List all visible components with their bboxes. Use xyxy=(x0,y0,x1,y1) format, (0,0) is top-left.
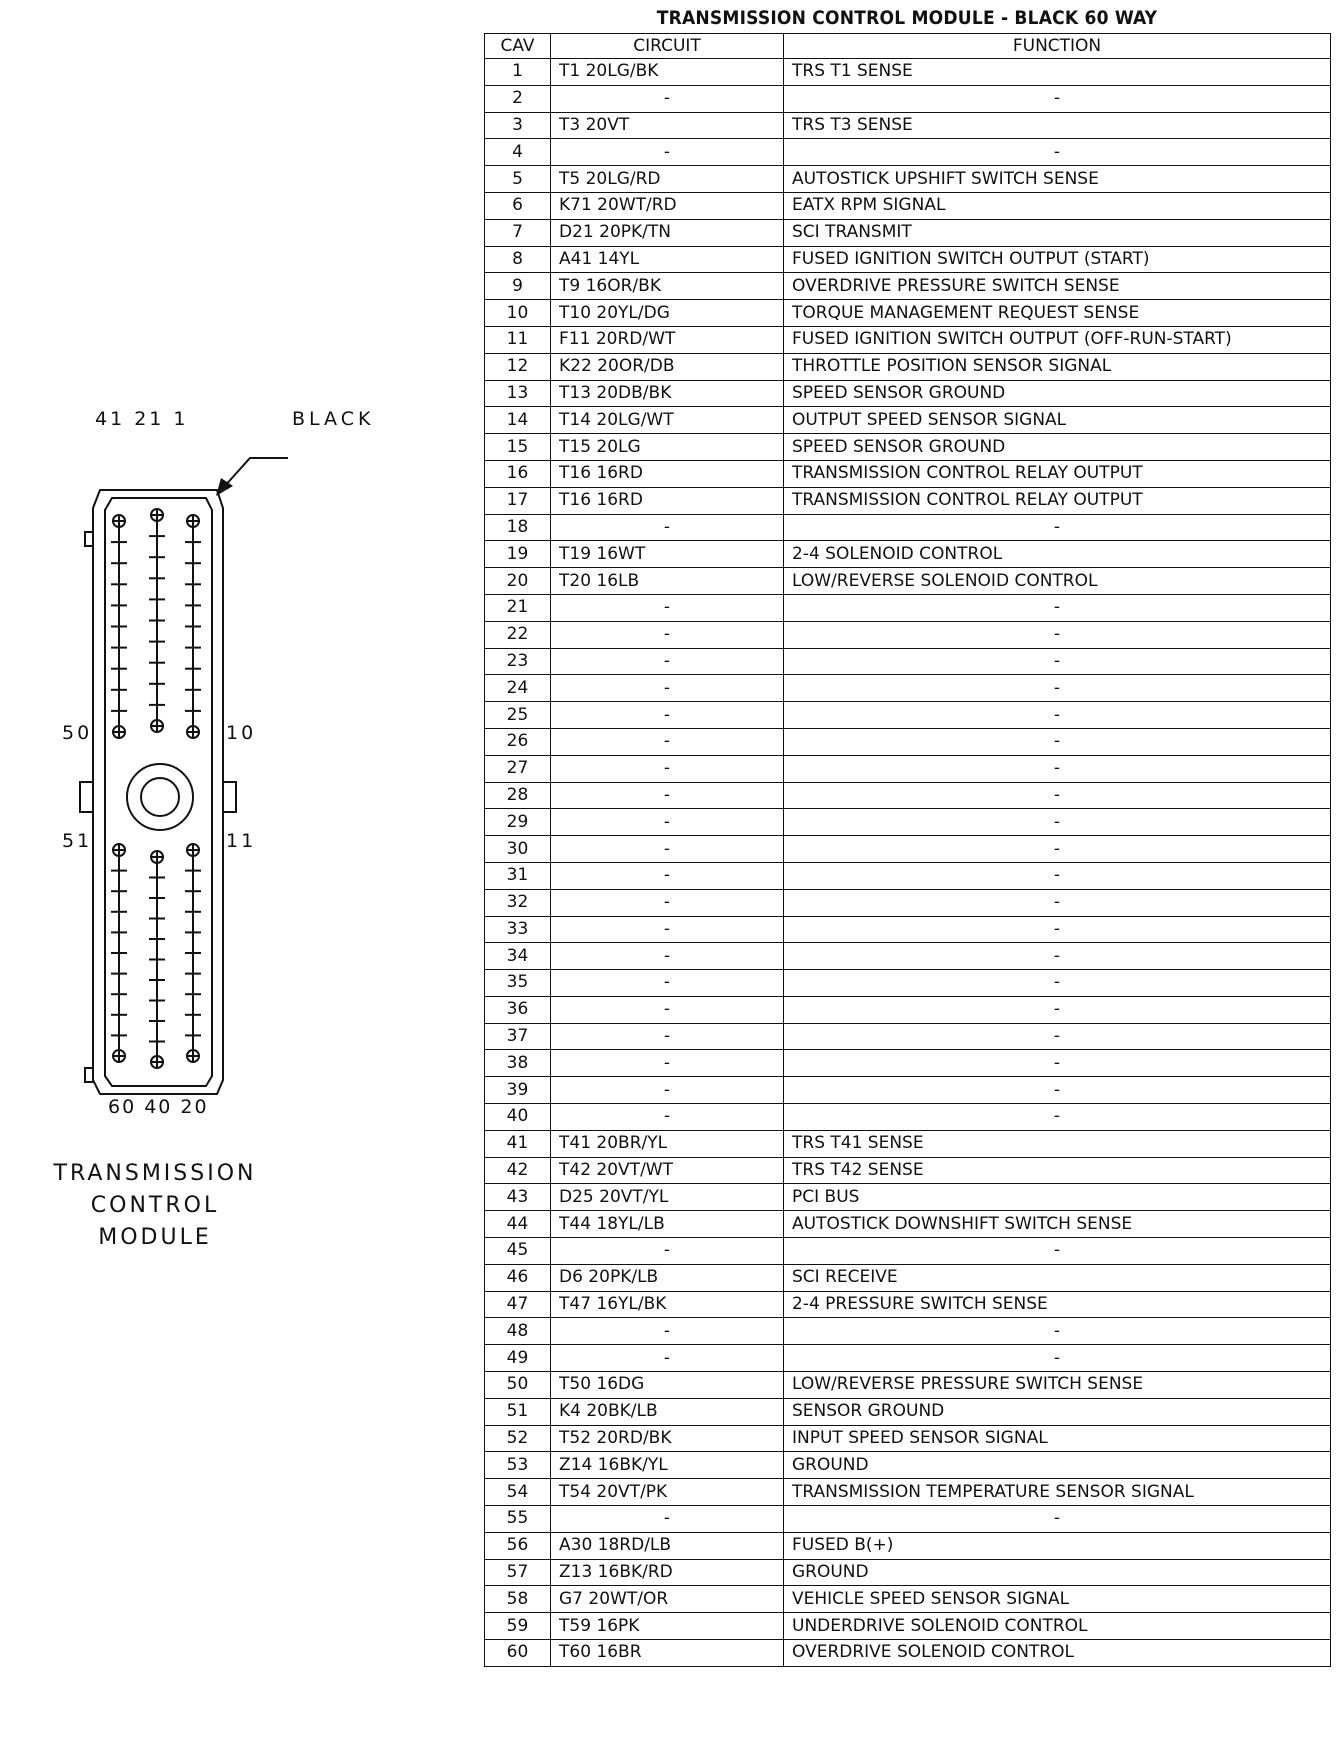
cav-cell: 20 xyxy=(485,568,551,595)
header-circuit: CIRCUIT xyxy=(551,34,784,59)
cav-cell: 60 xyxy=(485,1640,551,1667)
function-cell: SCI TRANSMIT xyxy=(784,219,1331,246)
cav-cell: 21 xyxy=(485,594,551,621)
function-cell: SPEED SENSOR GROUND xyxy=(784,380,1331,407)
function-cell: - xyxy=(784,1318,1331,1345)
cav-cell: 32 xyxy=(485,889,551,916)
circuit-cell: T52 20RD/BK xyxy=(551,1425,784,1452)
table-row xyxy=(485,943,1331,970)
table-row xyxy=(485,1211,1331,1238)
function-cell: TRANSMISSION TEMPERATURE SENSOR SIGNAL xyxy=(784,1479,1331,1506)
table-row xyxy=(485,996,1331,1023)
function-cell: 2-4 PRESSURE SWITCH SENSE xyxy=(784,1291,1331,1318)
function-cell: - xyxy=(784,1238,1331,1265)
table-row xyxy=(485,1184,1331,1211)
table-row xyxy=(485,1050,1331,1077)
table-row xyxy=(485,326,1331,353)
circuit-cell: - xyxy=(551,1238,784,1265)
cav-cell: 14 xyxy=(485,407,551,434)
top-tab xyxy=(85,532,93,546)
center-bolt-inner xyxy=(141,778,179,816)
table-row xyxy=(485,728,1331,755)
table-row xyxy=(485,434,1331,461)
table-row xyxy=(485,648,1331,675)
connector-caption xyxy=(40,1158,270,1254)
table-row xyxy=(485,916,1331,943)
table-row xyxy=(485,621,1331,648)
table-row xyxy=(485,1613,1331,1640)
function-cell: FUSED B(+) xyxy=(784,1532,1331,1559)
circuit-cell: - xyxy=(551,675,784,702)
table-row xyxy=(485,568,1331,595)
table-row xyxy=(485,487,1331,514)
cav-cell: 27 xyxy=(485,755,551,782)
function-cell: - xyxy=(784,782,1331,809)
circuit-cell: - xyxy=(551,1050,784,1077)
cav-cell: 13 xyxy=(485,380,551,407)
circuit-cell: T1 20LG/BK xyxy=(551,59,784,86)
circuit-cell: T9 16OR/BK xyxy=(551,273,784,300)
table-row xyxy=(485,755,1331,782)
table-title: TRANSMISSION CONTROL MODULE - BLACK 60 WAY xyxy=(656,7,1158,29)
function-cell: TRS T41 SENSE xyxy=(784,1130,1331,1157)
circuit-cell: Z13 16BK/RD xyxy=(551,1559,784,1586)
table-row xyxy=(485,514,1331,541)
table-row xyxy=(485,1077,1331,1104)
table-row xyxy=(485,460,1331,487)
circuit-cell: T3 20VT xyxy=(551,112,784,139)
cav-cell: 5 xyxy=(485,166,551,193)
cav-cell: 6 xyxy=(485,192,551,219)
table-row xyxy=(485,1640,1331,1667)
cav-cell: 8 xyxy=(485,246,551,273)
circuit-cell: - xyxy=(551,702,784,729)
circuit-cell: T44 18YL/LB xyxy=(551,1211,784,1238)
function-cell: - xyxy=(784,970,1331,997)
function-cell: - xyxy=(784,648,1331,675)
table-row xyxy=(485,862,1331,889)
circuit-cell: K4 20BK/LB xyxy=(551,1398,784,1425)
function-cell: - xyxy=(784,85,1331,112)
header-row xyxy=(485,34,1331,59)
cav-cell: 56 xyxy=(485,1532,551,1559)
cav-cell: 19 xyxy=(485,541,551,568)
function-cell: - xyxy=(784,1077,1331,1104)
cav-cell: 15 xyxy=(485,434,551,461)
function-cell: - xyxy=(784,621,1331,648)
function-cell: SCI RECEIVE xyxy=(784,1264,1331,1291)
cav-cell: 36 xyxy=(485,996,551,1023)
cav-cell: 1 xyxy=(485,59,551,86)
caption-line-2: CONTROL xyxy=(90,1193,220,1218)
circuit-cell: - xyxy=(551,139,784,166)
table-row xyxy=(485,139,1331,166)
table-row xyxy=(485,353,1331,380)
right-latch xyxy=(223,782,236,812)
cav-cell: 22 xyxy=(485,621,551,648)
circuit-cell: - xyxy=(551,943,784,970)
header-cav: CAV xyxy=(485,34,551,59)
circuit-cell: T14 20LG/WT xyxy=(551,407,784,434)
function-cell: OUTPUT SPEED SENSOR SIGNAL xyxy=(784,407,1331,434)
circuit-cell: - xyxy=(551,1506,784,1533)
bottom-tab xyxy=(85,1068,93,1082)
function-cell: - xyxy=(784,514,1331,541)
circuit-cell: - xyxy=(551,514,784,541)
table-row xyxy=(485,1425,1331,1452)
table-row xyxy=(485,1345,1331,1372)
cav-cell: 46 xyxy=(485,1264,551,1291)
table-row xyxy=(485,541,1331,568)
cav-cell: 2 xyxy=(485,85,551,112)
table-row xyxy=(485,1023,1331,1050)
function-cell: OVERDRIVE SOLENOID CONTROL xyxy=(784,1640,1331,1667)
cav-cell: 31 xyxy=(485,862,551,889)
cav-cell: 12 xyxy=(485,353,551,380)
function-cell: GROUND xyxy=(784,1559,1331,1586)
table-row xyxy=(485,782,1331,809)
function-cell: - xyxy=(784,1023,1331,1050)
cav-cell: 23 xyxy=(485,648,551,675)
table-row xyxy=(485,1452,1331,1479)
function-cell: - xyxy=(784,996,1331,1023)
cav-cell: 34 xyxy=(485,943,551,970)
circuit-cell: D25 20VT/YL xyxy=(551,1184,784,1211)
pin-11-label: 11 xyxy=(226,830,257,852)
table-row xyxy=(485,1372,1331,1399)
table-row xyxy=(485,1130,1331,1157)
cav-cell: 38 xyxy=(485,1050,551,1077)
pin-51-label: 51 xyxy=(62,830,93,852)
circuit-cell: - xyxy=(551,728,784,755)
function-cell: - xyxy=(784,943,1331,970)
circuit-cell: T54 20VT/PK xyxy=(551,1479,784,1506)
circuit-cell: - xyxy=(551,809,784,836)
cav-cell: 43 xyxy=(485,1184,551,1211)
table-row xyxy=(485,59,1331,86)
table-row xyxy=(485,1586,1331,1613)
cav-cell: 7 xyxy=(485,219,551,246)
table-row xyxy=(485,219,1331,246)
connector-bottom-pin-labels: 60 40 20 xyxy=(108,1096,209,1118)
circuit-cell: - xyxy=(551,1104,784,1131)
table-row xyxy=(485,594,1331,621)
function-cell: VEHICLE SPEED SENSOR SIGNAL xyxy=(784,1586,1331,1613)
cav-cell: 29 xyxy=(485,809,551,836)
table-row xyxy=(485,1291,1331,1318)
circuit-cell: T20 16LB xyxy=(551,568,784,595)
table-row xyxy=(485,112,1331,139)
function-cell: - xyxy=(784,755,1331,782)
circuit-cell: T60 16BR xyxy=(551,1640,784,1667)
function-cell: TRS T1 SENSE xyxy=(784,59,1331,86)
cav-cell: 39 xyxy=(485,1077,551,1104)
function-cell: THROTTLE POSITION SENSOR SIGNAL xyxy=(784,353,1331,380)
cav-cell: 45 xyxy=(485,1238,551,1265)
function-cell: TRANSMISSION CONTROL RELAY OUTPUT xyxy=(784,487,1331,514)
circuit-cell: - xyxy=(551,889,784,916)
connector-diagram xyxy=(40,440,300,1560)
function-cell: - xyxy=(784,1050,1331,1077)
function-cell: - xyxy=(784,916,1331,943)
circuit-cell: - xyxy=(551,1077,784,1104)
function-cell: - xyxy=(784,594,1331,621)
cav-cell: 47 xyxy=(485,1291,551,1318)
table-row xyxy=(485,1398,1331,1425)
function-cell: - xyxy=(784,139,1331,166)
cav-cell: 35 xyxy=(485,970,551,997)
function-cell: - xyxy=(784,728,1331,755)
table-row xyxy=(485,300,1331,327)
circuit-cell: T15 20LG xyxy=(551,434,784,461)
table-row xyxy=(485,1532,1331,1559)
table-row xyxy=(485,1559,1331,1586)
cav-cell: 52 xyxy=(485,1425,551,1452)
table-row xyxy=(485,1238,1331,1265)
function-cell: LOW/REVERSE PRESSURE SWITCH SENSE xyxy=(784,1372,1331,1399)
function-cell: OVERDRIVE PRESSURE SWITCH SENSE xyxy=(784,273,1331,300)
table-row xyxy=(485,1104,1331,1131)
circuit-cell: T59 16PK xyxy=(551,1613,784,1640)
function-cell: INPUT SPEED SENSOR SIGNAL xyxy=(784,1425,1331,1452)
circuit-cell: T5 20LG/RD xyxy=(551,166,784,193)
circuit-cell: T16 16RD xyxy=(551,460,784,487)
circuit-cell: K71 20WT/RD xyxy=(551,192,784,219)
table-row xyxy=(485,192,1331,219)
cav-cell: 24 xyxy=(485,675,551,702)
circuit-cell: A30 18RD/LB xyxy=(551,1532,784,1559)
function-cell: TRS T3 SENSE xyxy=(784,112,1331,139)
cav-cell: 50 xyxy=(485,1372,551,1399)
function-cell: FUSED IGNITION SWITCH OUTPUT (START) xyxy=(784,246,1331,273)
cav-cell: 16 xyxy=(485,460,551,487)
function-cell: 2-4 SOLENOID CONTROL xyxy=(784,541,1331,568)
table-row xyxy=(485,1264,1331,1291)
function-cell: SPEED SENSOR GROUND xyxy=(784,434,1331,461)
circuit-cell: - xyxy=(551,594,784,621)
pin-50-label: 50 xyxy=(62,722,93,744)
table-row xyxy=(485,1506,1331,1533)
function-cell: EATX RPM SIGNAL xyxy=(784,192,1331,219)
function-cell: TORQUE MANAGEMENT REQUEST SENSE xyxy=(784,300,1331,327)
cav-cell: 54 xyxy=(485,1479,551,1506)
cav-cell: 30 xyxy=(485,836,551,863)
cav-cell: 59 xyxy=(485,1613,551,1640)
cav-cell: 18 xyxy=(485,514,551,541)
circuit-cell: T19 16WT xyxy=(551,541,784,568)
cav-cell: 42 xyxy=(485,1157,551,1184)
function-cell: SENSOR GROUND xyxy=(784,1398,1331,1425)
pin-10-label: 10 xyxy=(226,722,257,744)
table-row xyxy=(485,809,1331,836)
circuit-cell: - xyxy=(551,836,784,863)
cav-cell: 25 xyxy=(485,702,551,729)
function-cell: - xyxy=(784,862,1331,889)
cav-cell: 57 xyxy=(485,1559,551,1586)
function-cell: LOW/REVERSE SOLENOID CONTROL xyxy=(784,568,1331,595)
cav-cell: 37 xyxy=(485,1023,551,1050)
caption-line-3: MODULE xyxy=(98,1225,212,1250)
circuit-cell: T50 16DG xyxy=(551,1372,784,1399)
table-row xyxy=(485,166,1331,193)
table-row xyxy=(485,836,1331,863)
function-cell: - xyxy=(784,889,1331,916)
cav-cell: 11 xyxy=(485,326,551,353)
function-cell: - xyxy=(784,1104,1331,1131)
function-cell: PCI BUS xyxy=(784,1184,1331,1211)
circuit-cell: - xyxy=(551,648,784,675)
circuit-cell: - xyxy=(551,1345,784,1372)
connector-color-label: BLACK xyxy=(292,408,375,430)
cav-cell: 44 xyxy=(485,1211,551,1238)
circuit-cell: T47 16YL/BK xyxy=(551,1291,784,1318)
circuit-cell: - xyxy=(551,782,784,809)
circuit-cell: T41 20BR/YL xyxy=(551,1130,784,1157)
cav-cell: 17 xyxy=(485,487,551,514)
table-row xyxy=(485,970,1331,997)
cav-cell: 9 xyxy=(485,273,551,300)
table-row xyxy=(485,889,1331,916)
circuit-cell: - xyxy=(551,85,784,112)
function-cell: GROUND xyxy=(784,1452,1331,1479)
circuit-cell: - xyxy=(551,862,784,889)
function-cell: UNDERDRIVE SOLENOID CONTROL xyxy=(784,1613,1331,1640)
pin-table xyxy=(484,33,1331,1667)
table-row xyxy=(485,246,1331,273)
black-arrow-icon xyxy=(223,458,288,488)
table-row xyxy=(485,380,1331,407)
function-cell: - xyxy=(784,702,1331,729)
connector-inner-outline xyxy=(105,498,212,1086)
cav-cell: 53 xyxy=(485,1452,551,1479)
circuit-cell: - xyxy=(551,621,784,648)
table-row xyxy=(485,1318,1331,1345)
function-cell: TRS T42 SENSE xyxy=(784,1157,1331,1184)
circuit-cell: - xyxy=(551,970,784,997)
cav-cell: 55 xyxy=(485,1506,551,1533)
function-cell: - xyxy=(784,809,1331,836)
cav-cell: 51 xyxy=(485,1398,551,1425)
table-row xyxy=(485,1157,1331,1184)
cav-cell: 4 xyxy=(485,139,551,166)
cav-cell: 58 xyxy=(485,1586,551,1613)
cav-cell: 3 xyxy=(485,112,551,139)
caption-line-1: TRANSMISSION xyxy=(53,1161,257,1186)
circuit-cell: - xyxy=(551,755,784,782)
circuit-cell: D6 20PK/LB xyxy=(551,1264,784,1291)
circuit-cell: A41 14YL xyxy=(551,246,784,273)
function-cell: - xyxy=(784,836,1331,863)
circuit-cell: T42 20VT/WT xyxy=(551,1157,784,1184)
function-cell: - xyxy=(784,675,1331,702)
cav-cell: 26 xyxy=(485,728,551,755)
cav-cell: 41 xyxy=(485,1130,551,1157)
function-cell: AUTOSTICK DOWNSHIFT SWITCH SENSE xyxy=(784,1211,1331,1238)
circuit-cell: K22 20OR/DB xyxy=(551,353,784,380)
function-cell: FUSED IGNITION SWITCH OUTPUT (OFF-RUN-START) xyxy=(784,326,1331,353)
connector-top-pin-labels: 41 21 1 xyxy=(95,408,189,430)
table-row xyxy=(485,1479,1331,1506)
circuit-cell: T10 20YL/DG xyxy=(551,300,784,327)
circuit-cell: - xyxy=(551,916,784,943)
circuit-cell: D21 20PK/TN xyxy=(551,219,784,246)
cav-cell: 49 xyxy=(485,1345,551,1372)
cav-cell: 48 xyxy=(485,1318,551,1345)
function-cell: AUTOSTICK UPSHIFT SWITCH SENSE xyxy=(784,166,1331,193)
cav-cell: 28 xyxy=(485,782,551,809)
circuit-cell: T16 16RD xyxy=(551,487,784,514)
circuit-cell: - xyxy=(551,996,784,1023)
circuit-cell: G7 20WT/OR xyxy=(551,1586,784,1613)
circuit-cell: T13 20DB/BK xyxy=(551,380,784,407)
circuit-cell: - xyxy=(551,1318,784,1345)
left-latch xyxy=(80,782,93,812)
circuit-cell: - xyxy=(551,1023,784,1050)
function-cell: - xyxy=(784,1506,1331,1533)
center-bolt-outer xyxy=(127,764,193,830)
cav-cell: 33 xyxy=(485,916,551,943)
table-row xyxy=(485,85,1331,112)
cav-cell: 40 xyxy=(485,1104,551,1131)
header-function: FUNCTION xyxy=(784,34,1331,59)
table-row xyxy=(485,702,1331,729)
table-row xyxy=(485,407,1331,434)
table-row xyxy=(485,273,1331,300)
circuit-cell: Z14 16BK/YL xyxy=(551,1452,784,1479)
circuit-cell: F11 20RD/WT xyxy=(551,326,784,353)
cav-cell: 10 xyxy=(485,300,551,327)
function-cell: - xyxy=(784,1345,1331,1372)
function-cell: TRANSMISSION CONTROL RELAY OUTPUT xyxy=(784,460,1331,487)
table-row xyxy=(485,675,1331,702)
